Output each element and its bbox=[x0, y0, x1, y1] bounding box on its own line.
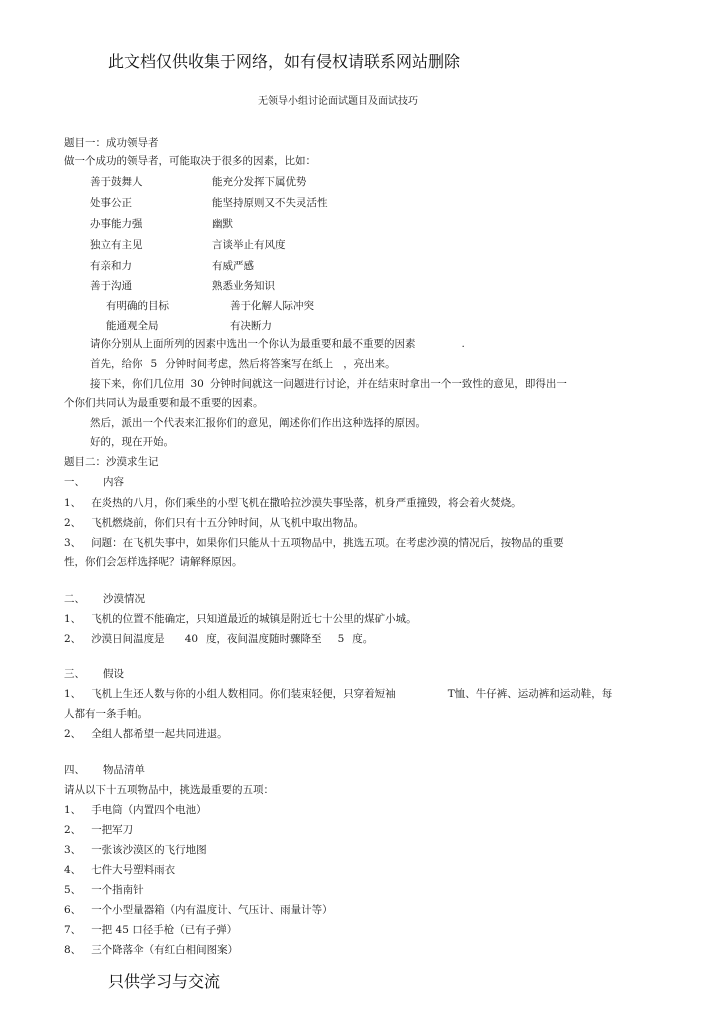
instruction-paragraph bbox=[90, 338, 465, 351]
list-item bbox=[64, 844, 207, 857]
section-number: 三、 bbox=[64, 668, 85, 680]
number: 30 bbox=[190, 378, 204, 390]
instruction-continuation: 个你们共同认为最重要和最不重要的因素。 bbox=[64, 397, 264, 409]
list-item bbox=[64, 864, 175, 877]
instruction-paragraph: 然后，派出一个代表来汇报你们的意见，阐述你们作出这种选择的原因。 bbox=[90, 417, 426, 429]
list-item bbox=[64, 904, 333, 917]
section-number: 一、 bbox=[64, 476, 85, 488]
item-number: 3、 bbox=[64, 537, 82, 549]
item-text: 一把 45 口径手枪（已有子弹） bbox=[91, 924, 238, 936]
item-number: 4、 bbox=[64, 864, 82, 876]
item-text: T恤、牛仔裤、运动裤和运动鞋，每 bbox=[447, 688, 613, 700]
item-number: 1、 bbox=[64, 497, 82, 509]
factor-right: 言谈举止有风度 bbox=[212, 239, 286, 251]
footer-notice: 只供学习与交流 bbox=[108, 972, 221, 991]
header-notice: 此文档仅供收集于网络，如有侵权请联系网站删除 bbox=[108, 52, 461, 71]
item-text: 度。 bbox=[352, 633, 374, 645]
item-text: 飞机燃烧前，你们只有十五分钟时间，从飞机中取出物品。 bbox=[91, 517, 365, 529]
item-text: 在炎热的八月，你们乘坐的小型飞机在撒哈拉沙漠失事坠落，机身严重撞毁，将会着火焚烧。 bbox=[91, 497, 522, 509]
item-list-intro: 请从以下十五项物品中，挑选最重要的五项： bbox=[64, 784, 274, 796]
factor-right: 善于化解人际冲突 bbox=[230, 300, 314, 312]
text: ，亮出来。 bbox=[343, 358, 396, 370]
section-heading bbox=[64, 668, 124, 681]
item-text: 飞机的位置不能确定，只知道最近的城镇是附近七十公里的煤矿小城。 bbox=[91, 613, 417, 625]
list-item bbox=[64, 824, 133, 837]
item-number: 5、 bbox=[64, 884, 82, 896]
list-item bbox=[64, 633, 373, 646]
section-title: 物品清单 bbox=[103, 764, 145, 776]
list-item bbox=[64, 688, 612, 701]
list-item bbox=[64, 517, 364, 530]
section-title: 沙漠情况 bbox=[103, 593, 145, 605]
item-number: 3、 bbox=[64, 844, 82, 856]
factor-right: 有威严感 bbox=[212, 260, 254, 272]
question-1-heading: 题目一：成功领导者 bbox=[64, 137, 159, 149]
instruction-paragraph bbox=[90, 358, 396, 371]
item-text: 全组人都希望一起共同进退。 bbox=[91, 728, 228, 740]
factor-left: 有亲和力 bbox=[90, 260, 132, 272]
item-text: 飞机上生还人数与你的小组人数相同。你们装束轻便，只穿着短袖 bbox=[91, 688, 396, 700]
list-item bbox=[64, 728, 228, 741]
item-number: 8、 bbox=[64, 944, 82, 956]
factor-left: 办事能力强 bbox=[90, 218, 143, 230]
factor-left: 善于沟通 bbox=[90, 280, 132, 292]
instruction-text: 请你分别从上面所列的因素中选出一个你认为最重要和最不重要的因素 bbox=[90, 338, 416, 350]
number: 5 bbox=[150, 358, 158, 370]
item-text: 一把军刀 bbox=[91, 824, 134, 836]
item-number: 2、 bbox=[64, 633, 82, 645]
factor-left: 有明确的目标 bbox=[106, 300, 169, 312]
item-text: 度，夜间温度随时骤降至 bbox=[206, 633, 322, 645]
section-heading bbox=[64, 764, 145, 777]
factor-right: 幽默 bbox=[212, 218, 233, 230]
factor-left: 处事公正 bbox=[90, 197, 132, 209]
item-text: 一个小型量器箱（内有温度计、气压计、雨量计等） bbox=[91, 904, 333, 916]
list-item bbox=[64, 804, 207, 817]
item-number: 1、 bbox=[64, 804, 82, 816]
list-item-continuation: 人都有一条手帕。 bbox=[64, 708, 148, 720]
section-number: 四、 bbox=[64, 764, 85, 776]
text: 分钟时间考虑，然后将答案写在纸上 bbox=[165, 358, 334, 370]
item-text: 沙漠日间温度是 bbox=[91, 633, 165, 645]
text: 首先，给你 bbox=[90, 358, 143, 370]
text: 分钟时间就这一问题进行讨论，并在结束时拿出一个一致性的意见，即得出一 bbox=[209, 378, 567, 390]
instruction-paragraph bbox=[90, 378, 567, 391]
number: 40 bbox=[184, 633, 199, 645]
question-2-heading: 题目二：沙漠求生记 bbox=[64, 456, 159, 468]
item-text: 三个降落伞（有红白相间图案） bbox=[91, 944, 239, 956]
section-number: 二、 bbox=[64, 593, 85, 605]
text: 接下来，你们几位用 bbox=[90, 378, 185, 390]
list-item-continuation: 性，你们会怎样选择呢？请解释原因。 bbox=[64, 556, 243, 568]
section-title: 假设 bbox=[103, 668, 124, 680]
item-number: 2、 bbox=[64, 728, 82, 740]
list-item bbox=[64, 884, 144, 897]
item-number: 2、 bbox=[64, 517, 82, 529]
list-item bbox=[64, 537, 564, 550]
item-text: 手电筒（内置四个电池） bbox=[91, 804, 207, 816]
item-text: 一张该沙漠区的飞行地图 bbox=[91, 844, 207, 856]
item-number: 7、 bbox=[64, 924, 82, 936]
factor-left: 善于鼓舞人 bbox=[90, 176, 143, 188]
number: 5 bbox=[337, 633, 345, 645]
document-title: 无领导小组讨论面试题目及面试技巧 bbox=[258, 96, 418, 107]
factor-right: 有决断力 bbox=[230, 320, 272, 332]
question-1-intro: 做一个成功的领导者，可能取决于很多的因素，比如： bbox=[64, 155, 316, 167]
item-number: 2、 bbox=[64, 824, 82, 836]
section-title: 内容 bbox=[103, 476, 124, 488]
item-text: 一个指南针 bbox=[91, 884, 144, 896]
instruction-paragraph: 好的，现在开始。 bbox=[90, 436, 174, 448]
item-number: 1、 bbox=[64, 613, 82, 625]
factor-left: 能通观全局 bbox=[106, 320, 159, 332]
list-item bbox=[64, 497, 522, 510]
factor-left: 独立有主见 bbox=[90, 239, 143, 251]
list-item bbox=[64, 944, 238, 957]
item-text: 七件大号塑料雨衣 bbox=[91, 864, 176, 876]
factor-right: 能充分发挥下属优势 bbox=[212, 176, 307, 188]
section-heading bbox=[64, 593, 145, 606]
item-number: 6、 bbox=[64, 904, 82, 916]
instruction-period: . bbox=[461, 338, 465, 350]
factor-right: 能坚持原则又不失灵活性 bbox=[212, 197, 328, 209]
factor-right: 熟悉业务知识 bbox=[212, 280, 275, 292]
item-number: 1、 bbox=[64, 688, 82, 700]
list-item bbox=[64, 613, 417, 626]
list-item bbox=[64, 924, 237, 937]
section-heading bbox=[64, 476, 124, 489]
item-text: 问题：在飞机失事中，如果你们只能从十五项物品中，挑选五项。在考虑沙漠的情况后，按物品的重要 bbox=[91, 537, 564, 549]
